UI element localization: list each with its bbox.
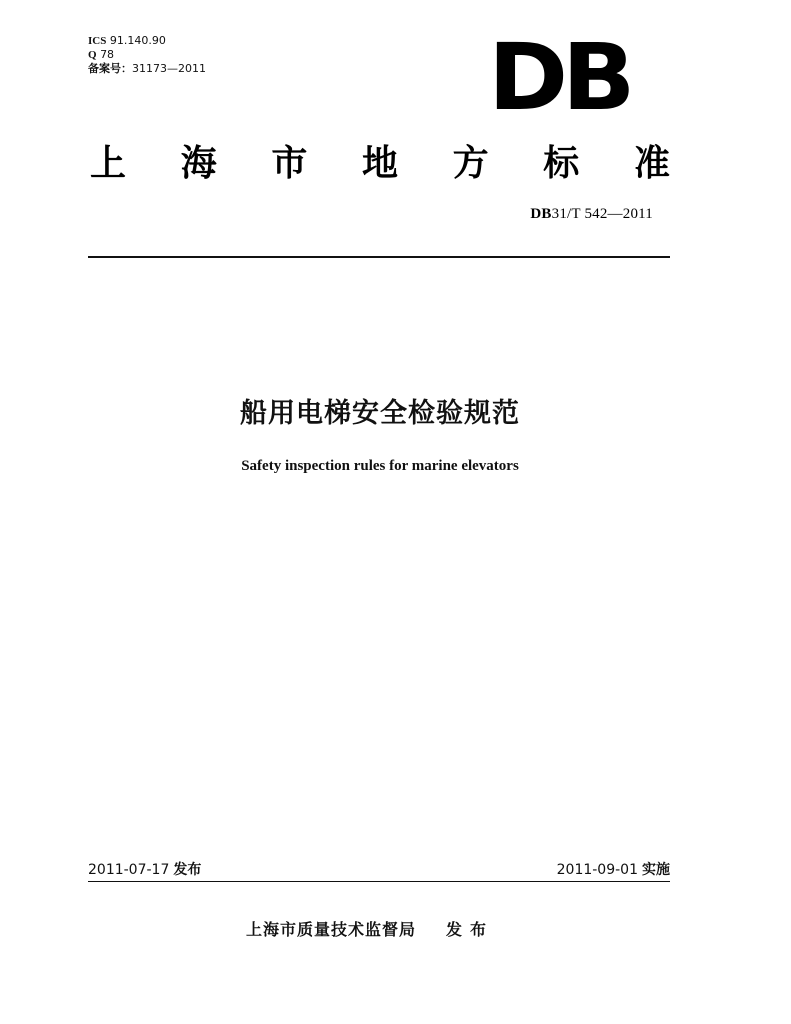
heading-char: 方 [452, 142, 489, 184]
heading-char: 上 [90, 142, 127, 184]
record-number: 备案号：31173—2011 [88, 62, 206, 75]
standard-organization-heading [90, 135, 670, 185]
issuing-authority: 上海市质量技术监督局 发布 [246, 920, 495, 939]
bottom-divider [88, 881, 670, 882]
classification-info [88, 34, 206, 76]
heading-char: 地 [361, 142, 398, 184]
top-divider [88, 256, 670, 258]
release-date: 2011-07-17 发布 [88, 862, 202, 878]
ics-code: ICS 91.140.90 [88, 34, 166, 47]
document-title-english: Safety inspection rules for marine elevators [241, 458, 519, 474]
db-logo: DB [488, 24, 630, 131]
heading-char: 标 [543, 142, 580, 184]
standard-number: DB31/T 542—2011 [530, 206, 653, 222]
heading-char: 准 [633, 142, 670, 184]
q-code: Q 78 [88, 48, 115, 61]
document-title-chinese: 船用电梯安全检验规范 [240, 398, 520, 429]
heading-char: 海 [180, 142, 217, 184]
heading-char: 市 [271, 142, 308, 184]
implementation-date: 2011-09-01 实施 [556, 862, 670, 878]
